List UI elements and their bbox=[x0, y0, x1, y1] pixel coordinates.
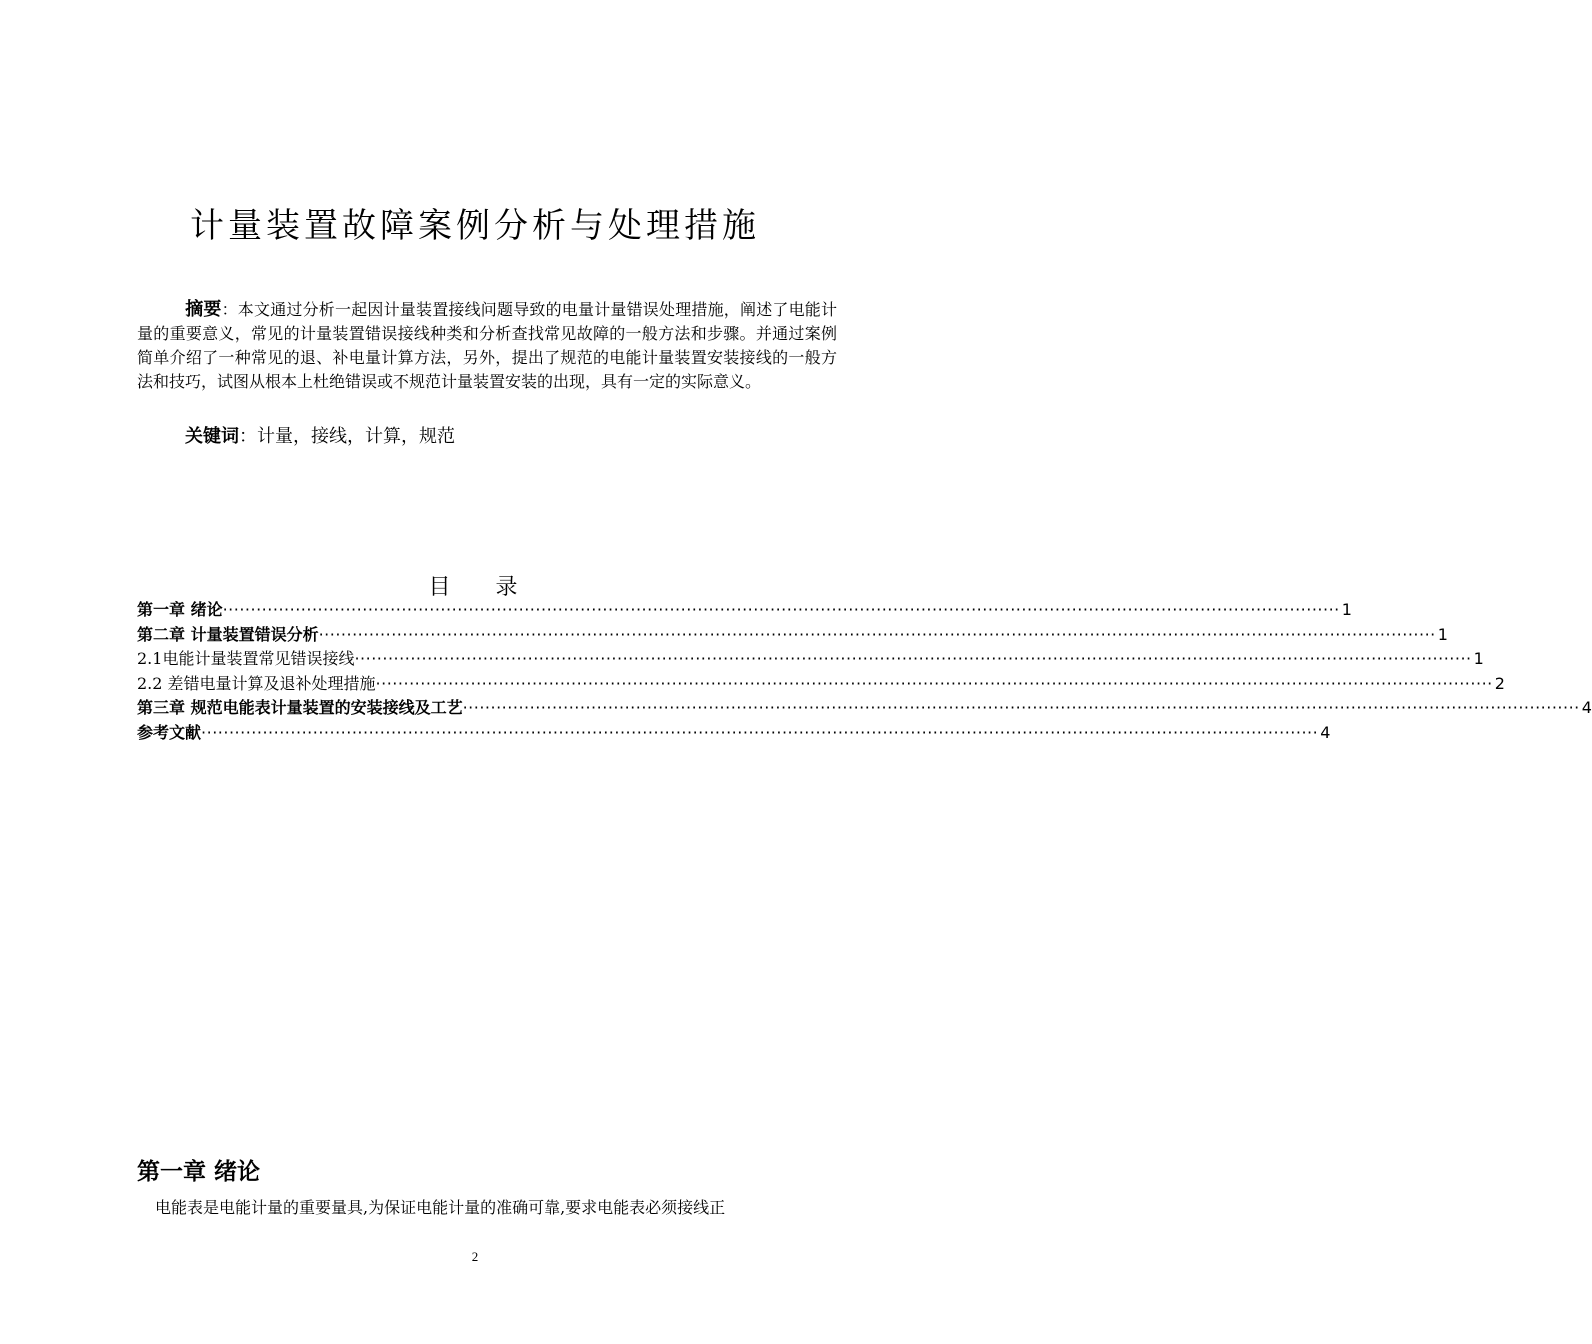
toc-entry-page: 1 bbox=[1437, 624, 1448, 644]
table-of-contents bbox=[137, 597, 1592, 745]
toc-entry[interactable] bbox=[137, 622, 1448, 647]
abstract-paragraph bbox=[137, 298, 837, 394]
keywords-text: ：计量，接线，计算，规范 bbox=[239, 426, 455, 447]
toc-entry[interactable] bbox=[137, 695, 1592, 720]
chapter-heading: 第一章 绪论 bbox=[137, 1159, 261, 1185]
toc-entry-label: 第二章 计量装置错误分析 bbox=[137, 624, 319, 644]
toc-entry-page: 4 bbox=[1320, 722, 1331, 742]
toc-entry-label: 第一章 绪论 bbox=[137, 600, 223, 619]
toc-entry-page: 4 bbox=[1581, 698, 1592, 718]
toc-title: 目 录 bbox=[428, 575, 522, 600]
keywords-line bbox=[185, 422, 455, 448]
toc-leader-dots: ········································································································································································································ bbox=[318, 624, 1436, 644]
abstract-text: ：本文通过分析一起因计量装置接线问题导致的电量计量错误处理措施，阐述了电能计量的重要意义，常见的计量装置错误接线种类和分析查找常见故障的一般方法和步骤。并通过案例简单介绍了一种常见的退、补电量计算方法，另外，提出了规范的电能计量装置安装接线的一般方法和技巧，试图从根本上杜绝错误或不规范计量装置安装的出现，具有一定的实际意义。 bbox=[137, 300, 837, 391]
toc-entry[interactable] bbox=[137, 671, 1505, 696]
document-title: 计量装置故障案例分析与处理措施 bbox=[190, 206, 760, 246]
body-paragraph: 电能表是电能计量的重要量具,为保证电能计量的准确可靠,要求电能表必须接线正 bbox=[155, 1198, 726, 1217]
toc-entry-page: 1 bbox=[1473, 649, 1484, 669]
toc-entry-page: 1 bbox=[1341, 600, 1352, 619]
toc-entry-label: 参考文献 bbox=[137, 722, 202, 742]
toc-leader-dots: ········································································································································································································ bbox=[222, 600, 1340, 619]
page-number: 2 bbox=[471, 1249, 479, 1264]
keywords-label: 关键词 bbox=[185, 426, 239, 447]
toc-entry[interactable] bbox=[137, 720, 1331, 745]
toc-entry-label: 2.2 差错电量计算及退补处理措施 bbox=[137, 673, 376, 693]
toc-leader-dots: ········································································································································································································ bbox=[462, 698, 1580, 718]
toc-entry-label: 第三章 规范电能表计量装置的安装接线及工艺 bbox=[137, 698, 463, 718]
toc-leader-dots: ········································································································································································································ bbox=[354, 649, 1472, 669]
toc-entry-page: 2 bbox=[1494, 673, 1505, 693]
toc-leader-dots: ········································································································································································································ bbox=[375, 673, 1493, 693]
toc-leader-dots: ········································································································································································································ bbox=[201, 722, 1319, 742]
toc-entry[interactable] bbox=[137, 646, 1484, 671]
abstract-label: 摘要 bbox=[185, 299, 222, 320]
toc-entry-label: 2.1电能计量装置常见错误接线 bbox=[137, 649, 355, 669]
toc-entry[interactable] bbox=[137, 597, 1352, 622]
